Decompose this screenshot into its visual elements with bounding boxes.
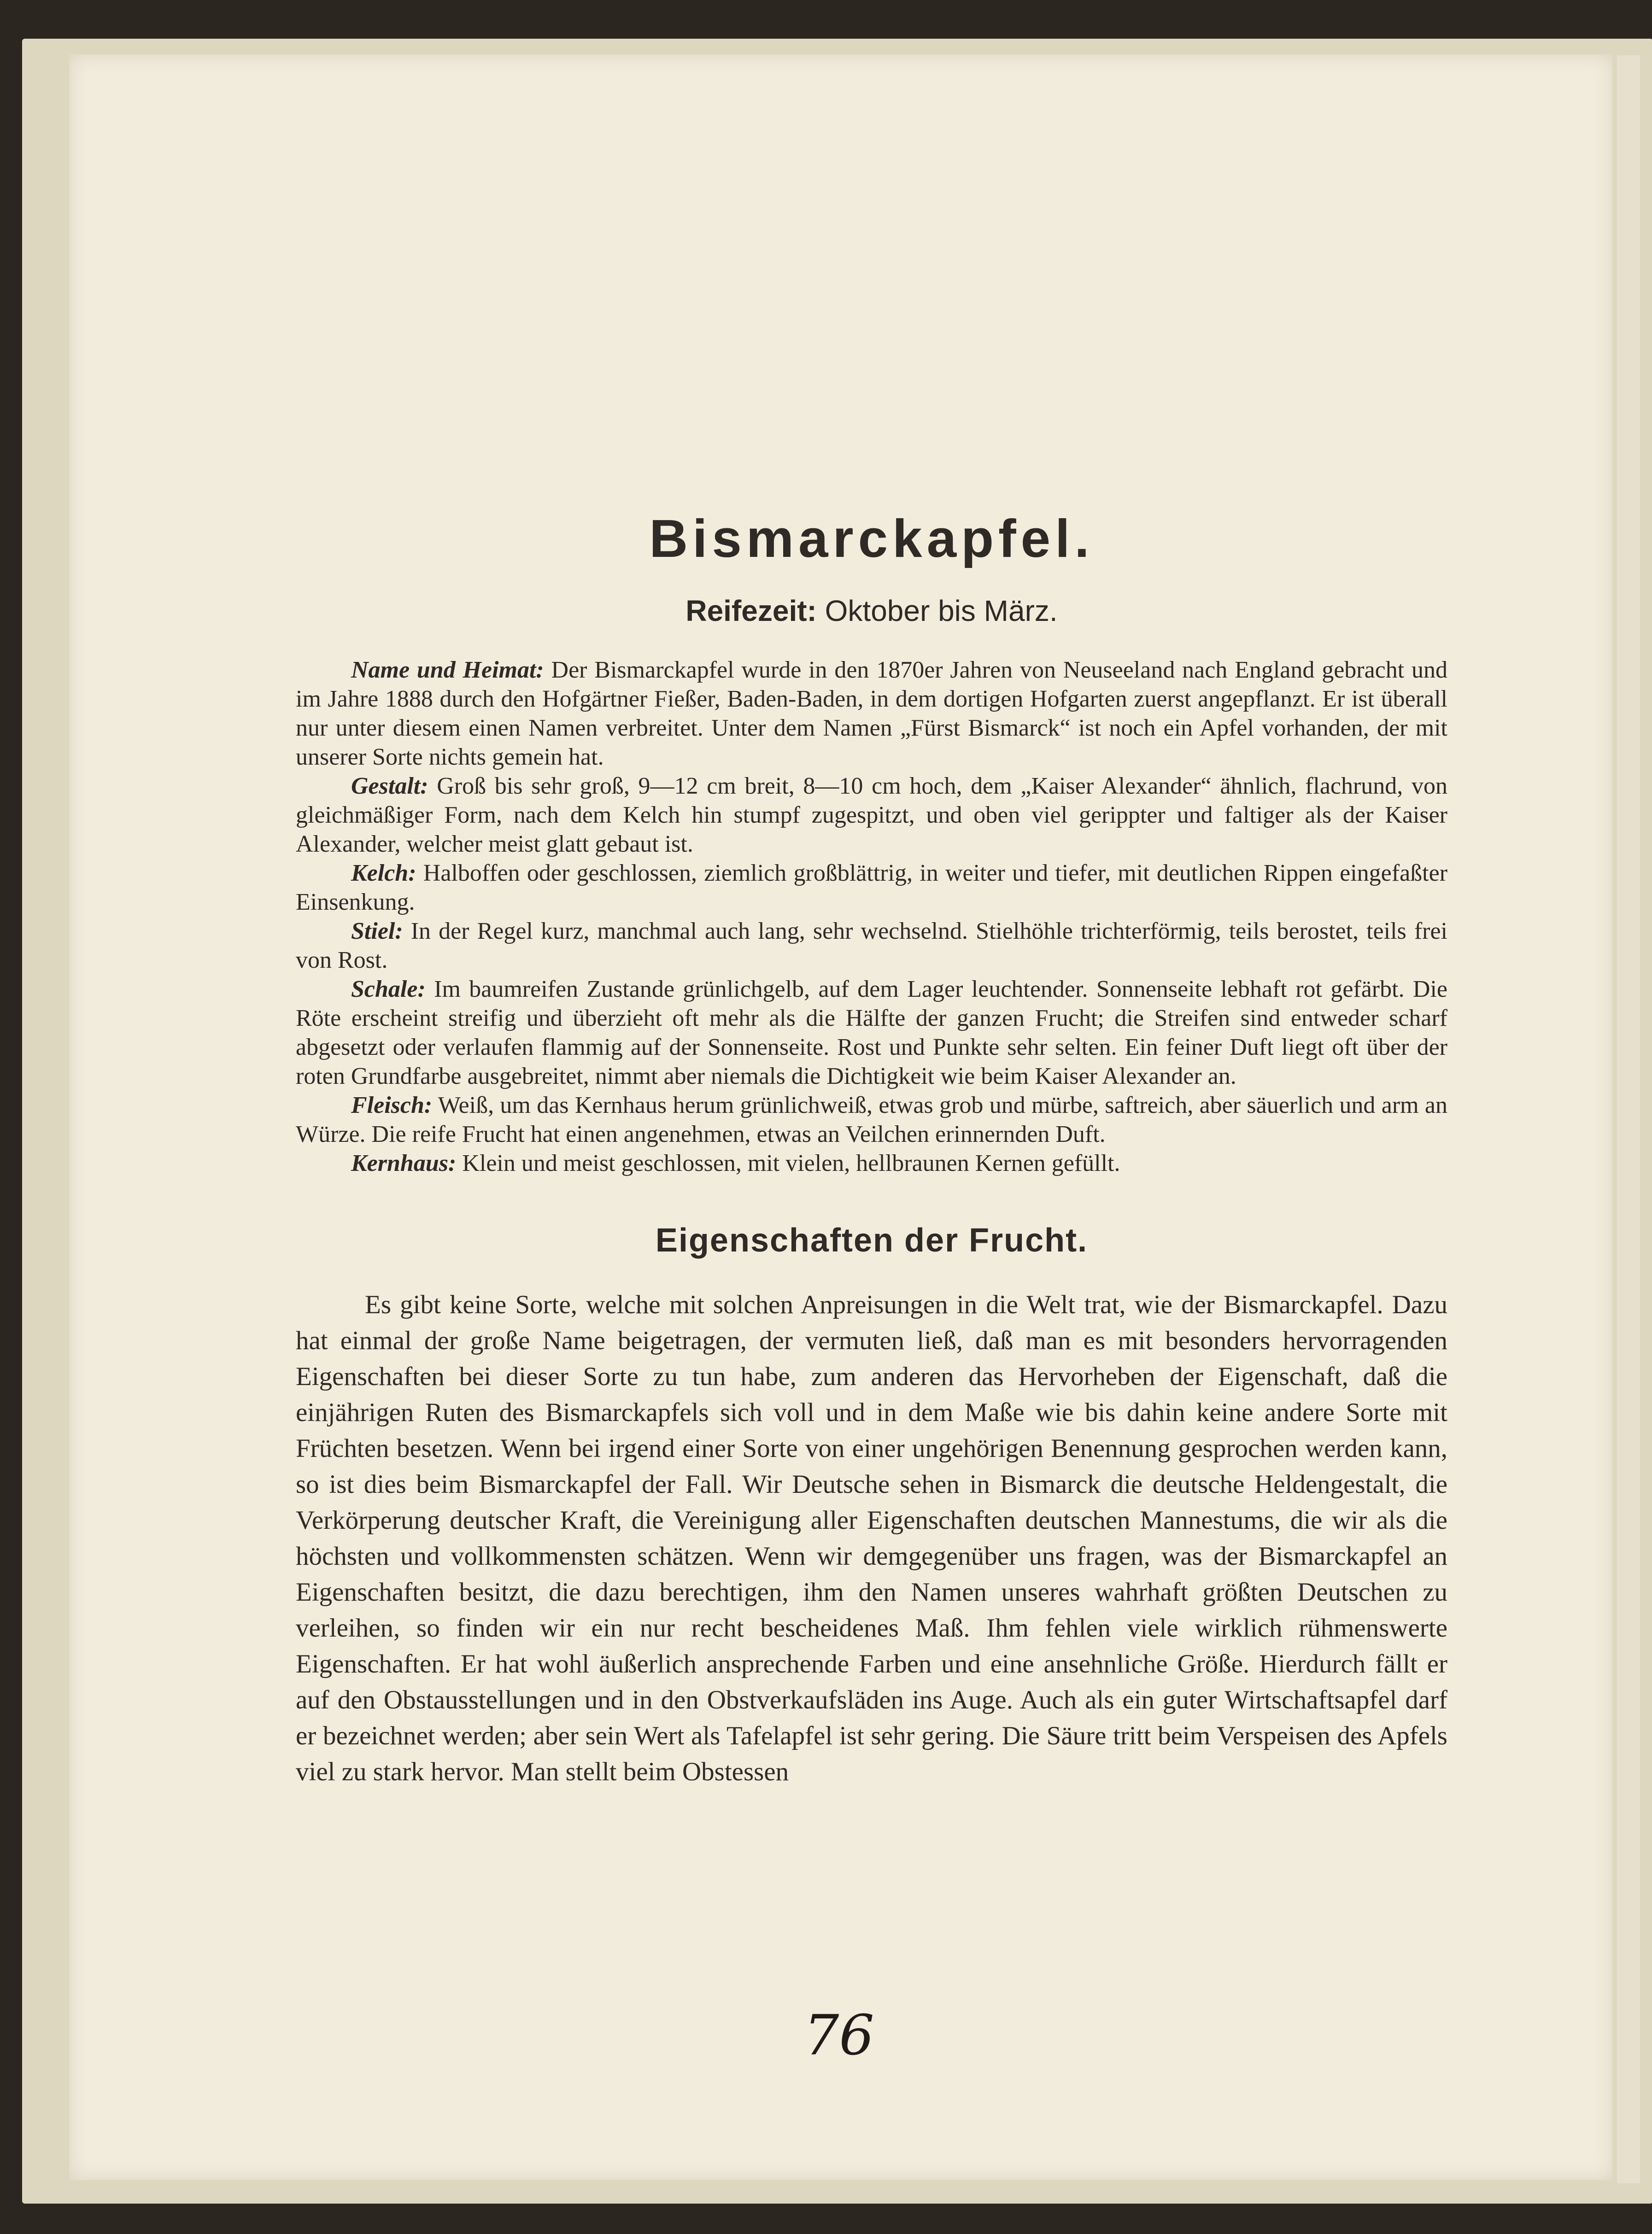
- description-paragraph: [296, 859, 1447, 917]
- text-name-heimat: Der Bismarckapfel wurde in den 1870er Jahren von Neuseeland nach England gebracht und im Jahre 1888 durch den Hofgärtner Fießer, Baden-Baden, in dem dortigen Hofgarten zuerst angepflanzt. Er ist überall nur unter diesem einen Namen verbreitet. Unter dem Namen „Fürst Bismarck“ ist noch ein Apfel vorhanden, der mit unserer Sorte nichts gemein hat.: [296, 657, 1448, 771]
- description-paragraph: [296, 655, 1447, 772]
- term-gestalt: Gestalt:: [351, 773, 428, 800]
- description-paragraph: [296, 975, 1447, 1091]
- term-stiel: Stiel:: [351, 918, 403, 945]
- text-fleisch: Weiß, um das Kernhaus herum grünlichweiß, etwas grob und mürbe, saftreich, aber säuerlich und arm an Würze. Die reife Frucht hat einen angenehmen, etwas an Veilchen erinnernden Duft.: [296, 1092, 1447, 1148]
- ripening-label: Reifezeit:: [685, 594, 817, 628]
- term-kelch: Kelch:: [351, 860, 416, 887]
- page-edge: [1617, 55, 1640, 2183]
- text-kelch: Halboffen oder geschlossen, ziemlich großblättrig, in weiter und tiefer, mit deutlichen Rippen eingefaßter Einsenkung.: [296, 860, 1448, 916]
- description-paragraph: [296, 917, 1447, 975]
- ripening-value: Oktober bis März.: [825, 594, 1058, 628]
- term-name-heimat: Name und Heimat:: [351, 657, 544, 684]
- term-kernhaus: Kernhaus:: [351, 1150, 457, 1177]
- description-block: [296, 655, 1447, 1178]
- ripening-time: [296, 594, 1447, 628]
- text-stiel: In der Regel kurz, manchmal auch lang, sehr wechselnd. Stielhöhle trichterförmig, teils berostet, teils frei von Rost.: [296, 918, 1447, 974]
- term-fleisch: Fleisch:: [351, 1092, 433, 1119]
- description-paragraph: [296, 772, 1447, 859]
- term-schale: Schale:: [351, 976, 426, 1003]
- section-title: Eigenschaften der Frucht.: [655, 1222, 1088, 1259]
- body-paragraph: Es gibt keine Sorte, welche mit solchen Anpreisungen in die Welt trat, wie der Bismarckapfel. Dazu hat einmal der große Name beigetragen, der vermuten ließ, daß man es mit besonders hervorragenden Eigenschaften bei dieser Sorte zu tun habe, zum anderen das Hervorheben der Eigenschaft, daß die einjährigen Ruten des Bismarckapfels sich voll und in dem Maße wie bis dahin keine andere Sorte mit Früchten besetzen. Wenn bei irgend einer Sorte von einer ungehörigen Benennung gesprochen werden kann, so ist dies beim Bismarckapfel der Fall. Wir Deutsche sehen in Bismarck die deutsche Heldengestalt, die Verkörperung deutscher Kraft, die Vereinigung aller Eigenschaften deutschen Mannestums, die wir als die höchsten und vollkommensten schätzen. Wenn wir demgegenüber uns fragen, was der Bismarckapfel an Eigenschaften besitzt, die dazu berechtigen, ihm den Namen unseres wahrhaft größten Deutschen zu verleihen, so finden wir ein nur recht bescheidenes Maß. Ihm fehlen viele wirklich rühmenswerte Eigenschaften. Er hat wohl äußerlich ansprechende Farben und eine ansehnliche Größe. Hierdurch fällt er auf den Obstausstellungen und in den Obstverkaufsläden ins Auge. Auch als ein guter Wirtschaftsapfel darf er bezeichnet werden; aber sein Wert als Tafelapfel ist sehr gering. Die Säure tritt beim Verspeisen des Apfels viel zu stark hervor. Man stellt beim Obstessen: [296, 1290, 1447, 1787]
- description-paragraph: [296, 1149, 1447, 1178]
- text-kernhaus: Klein und meist geschlossen, mit vielen, hellbraunen Kernen gefüllt.: [462, 1150, 1120, 1177]
- description-paragraph: [296, 1091, 1447, 1149]
- page-content: [296, 507, 1447, 1790]
- page-title: Bismarckapfel.: [649, 509, 1094, 568]
- page-number: 76: [804, 2004, 874, 2068]
- text-gestalt: Groß bis sehr groß, 9—12 cm breit, 8—10 cm hoch, dem „Kaiser Alexander“ ähnlich, flachrund, von gleichmäßiger Form, nach dem Kelch hin stumpf zugespitzt, und oben viel gerippter und faltiger als der Kaiser Alexander, welcher meist glatt gebaut ist.: [296, 773, 1448, 858]
- text-schale: Im baumreifen Zustande grünlichgelb, auf dem Lager leuchtender. Sonnenseite lebhaft rot gefärbt. Die Röte erscheint streifig und überzieht oft mehr als die Hälfte der ganzen Frucht; die Streifen sind entweder scharf abgesetzt oder verlaufen flammig auf der Sonnenseite. Rost und Punkte sehr selten. Ein feiner Duft liegt oft über der roten Grundfarbe ausgebreitet, nimmt aber niemals die Dichtigkeit wie beim Kaiser Alexander an.: [296, 976, 1448, 1090]
